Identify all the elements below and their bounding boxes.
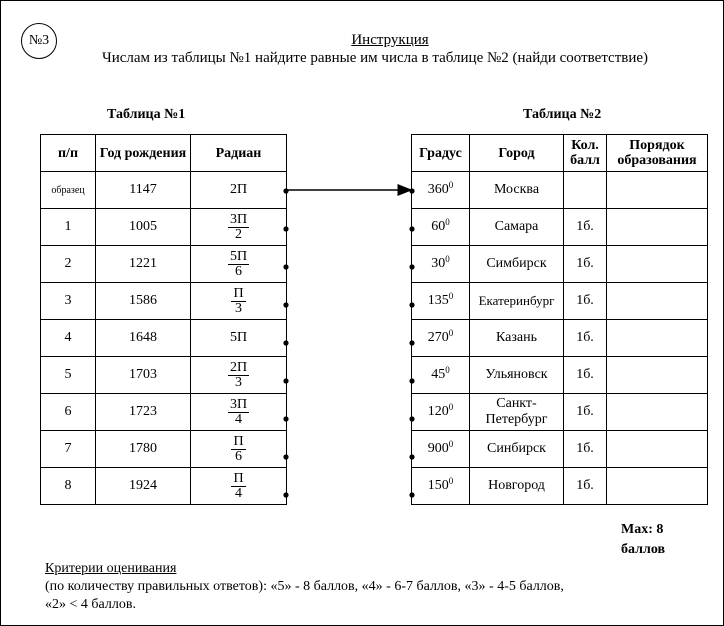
table1-cell-num: 1	[41, 209, 96, 246]
table2-cell-order	[607, 283, 708, 320]
table1-row	[41, 283, 287, 320]
degree-value: 150	[427, 478, 449, 493]
degree-value: 60	[431, 219, 446, 234]
radian-value: 2П	[229, 182, 248, 197]
table1-row	[41, 320, 287, 357]
radian-fraction	[231, 287, 245, 316]
table1-caption: Таблица №1	[107, 107, 186, 122]
table1-cell-radian	[191, 209, 287, 246]
degree-sign: 0	[448, 328, 454, 338]
table1-cell-radian	[191, 431, 287, 468]
table2-cell-city: Самара	[470, 209, 564, 246]
table1-header-num: п/п	[41, 135, 96, 172]
table1-cell-year: 1703	[96, 357, 191, 394]
table2-cell-degree	[412, 357, 470, 394]
table2-header-order: Порядок образования	[607, 135, 708, 172]
table1	[40, 134, 287, 505]
table1-cell-year: 1221	[96, 246, 191, 283]
table1-row	[41, 246, 287, 283]
degree-sign: 0	[448, 402, 454, 412]
table2-cell-order	[607, 468, 708, 505]
table2-cell-city: Новгород	[470, 468, 564, 505]
degree-sign: 0	[448, 439, 454, 449]
instruction-text: Числам из таблицы №1 найдите равные им числа в таблице №2 (найди соответствие)	[101, 50, 649, 66]
table2-cell-city: Ульяновск	[470, 357, 564, 394]
table1-cell-num: 2	[41, 246, 96, 283]
degree-value: 135	[427, 293, 449, 308]
table1-cell-num: 4	[41, 320, 96, 357]
table2-cell-points: 1б.	[564, 394, 607, 431]
degree-value: 45	[431, 367, 446, 382]
table1-row	[41, 172, 287, 209]
table2-cell-city: Синбирск	[470, 431, 564, 468]
fraction-numerator: 5П	[229, 249, 248, 264]
table2-cell-points	[564, 172, 607, 209]
table1-cell-num: образец	[41, 172, 96, 209]
table2-row	[412, 283, 708, 320]
instruction-title: Инструкция	[351, 32, 429, 48]
table2-cell-points: 1б.	[564, 468, 607, 505]
fraction-denominator: 2	[235, 227, 242, 242]
fraction-numerator: П	[233, 286, 244, 301]
table2-row	[412, 209, 708, 246]
table2-cell-city: Москва	[470, 172, 564, 209]
table1-cell-radian	[191, 246, 287, 283]
table1-row	[41, 431, 287, 468]
table2-cell-degree	[412, 394, 470, 431]
table2-cell-degree	[412, 431, 470, 468]
table2-row	[412, 431, 708, 468]
table2-cell-degree	[412, 468, 470, 505]
table2-row	[412, 320, 708, 357]
table2-cell-points: 1б.	[564, 320, 607, 357]
degree-sign: 0	[448, 291, 454, 301]
criteria-line2: «2» < 4 баллов.	[45, 597, 136, 612]
fraction-numerator: 3П	[229, 397, 248, 412]
table2-cell-order	[607, 172, 708, 209]
table2-header-points: Кол. балл	[564, 135, 607, 172]
degree-value: 900	[427, 441, 449, 456]
table2-row	[412, 246, 708, 283]
fraction-numerator: 3П	[229, 212, 248, 227]
fraction-numerator: П	[233, 434, 244, 449]
table1-header-year: Год рождения	[96, 135, 191, 172]
fraction-denominator: 6	[235, 449, 242, 464]
degree-value: 360	[427, 182, 449, 197]
table2-caption: Таблица №2	[523, 107, 602, 122]
radian-fraction	[228, 398, 249, 427]
table2-cell-city: Казань	[470, 320, 564, 357]
table1-cell-year: 1005	[96, 209, 191, 246]
table1-row	[41, 209, 287, 246]
table1-cell-num: 8	[41, 468, 96, 505]
degree-sign: 0	[448, 180, 454, 190]
degree-value: 270	[427, 330, 449, 345]
table2	[411, 134, 708, 505]
table2-cell-points: 1б.	[564, 209, 607, 246]
table1-cell-radian	[191, 283, 287, 320]
table1-cell-year: 1586	[96, 283, 191, 320]
fraction-denominator: 6	[235, 264, 242, 279]
table2-cell-degree	[412, 209, 470, 246]
table2-cell-order	[607, 320, 708, 357]
radian-value: 5П	[229, 330, 248, 345]
fraction-denominator: 4	[235, 412, 242, 427]
table1-row	[41, 394, 287, 431]
table1-cell-num: 7	[41, 431, 96, 468]
radian-fraction	[231, 435, 245, 464]
table2-cell-points: 1б.	[564, 357, 607, 394]
degree-sign: 0	[448, 476, 454, 486]
degree-value: 120	[427, 404, 449, 419]
table1-cell-year: 1648	[96, 320, 191, 357]
table2-cell-degree	[412, 283, 470, 320]
degree-sign: 0	[445, 217, 450, 227]
table1-cell-year: 1924	[96, 468, 191, 505]
fraction-denominator: 3	[235, 301, 242, 316]
degree-sign: 0	[445, 254, 450, 264]
table2-row	[412, 394, 708, 431]
table2-cell-points: 1б.	[564, 246, 607, 283]
max-score-line1: Max: 8	[621, 522, 664, 537]
table2-cell-points: 1б.	[564, 283, 607, 320]
table2-header-city: Город	[470, 135, 564, 172]
radian-fraction	[228, 213, 249, 242]
table1-cell-year: 1780	[96, 431, 191, 468]
table2-row	[412, 172, 708, 209]
table1-cell-num: 6	[41, 394, 96, 431]
fraction-denominator: 4	[235, 486, 242, 501]
table1-row	[41, 357, 287, 394]
table2-cell-city: Санкт-Петербург	[470, 394, 564, 431]
table1-cell-num: 5	[41, 357, 96, 394]
table1-cell-radian	[191, 320, 287, 357]
table1-cell-radian	[191, 172, 287, 209]
degree-value: 30	[431, 256, 446, 271]
table2-cell-points: 1б.	[564, 431, 607, 468]
table2-cell-order	[607, 357, 708, 394]
table2-cell-city: Симбирск	[470, 246, 564, 283]
table2-cell-order	[607, 246, 708, 283]
table2-cell-degree	[412, 172, 470, 209]
table2-row	[412, 468, 708, 505]
max-score-line2: баллов	[621, 542, 666, 557]
table2-cell-degree	[412, 246, 470, 283]
grading-criteria	[45, 560, 564, 614]
criteria-line1: (по количеству правильных ответов): «5» - 8 баллов, «4» - 6-7 баллов, «3» - 4-5 баллов,	[45, 579, 564, 594]
fraction-numerator: 2П	[229, 360, 248, 375]
max-score	[621, 520, 665, 560]
table2-cell-city: Екатеринбург	[470, 283, 564, 320]
table1-cell-radian	[191, 357, 287, 394]
fraction-numerator: П	[233, 471, 244, 486]
radian-fraction	[228, 250, 249, 279]
table2-cell-order	[607, 394, 708, 431]
radian-fraction	[231, 472, 245, 501]
table1-row	[41, 468, 287, 505]
task-number-badge: №3	[21, 23, 57, 59]
table1-cell-year: 1147	[96, 172, 191, 209]
table1-cell-num: 3	[41, 283, 96, 320]
table1-header-radian: Радиан	[191, 135, 287, 172]
table2-cell-order	[607, 209, 708, 246]
table2-cell-order	[607, 431, 708, 468]
table2-cell-degree	[412, 320, 470, 357]
criteria-title: Критерии оценивания	[45, 561, 177, 576]
table2-row	[412, 357, 708, 394]
radian-fraction	[228, 361, 249, 390]
degree-sign: 0	[445, 365, 450, 375]
table1-cell-radian	[191, 468, 287, 505]
table1-cell-radian	[191, 394, 287, 431]
fraction-denominator: 3	[235, 375, 242, 390]
table2-header-degree: Градус	[412, 135, 470, 172]
table1-cell-year: 1723	[96, 394, 191, 431]
